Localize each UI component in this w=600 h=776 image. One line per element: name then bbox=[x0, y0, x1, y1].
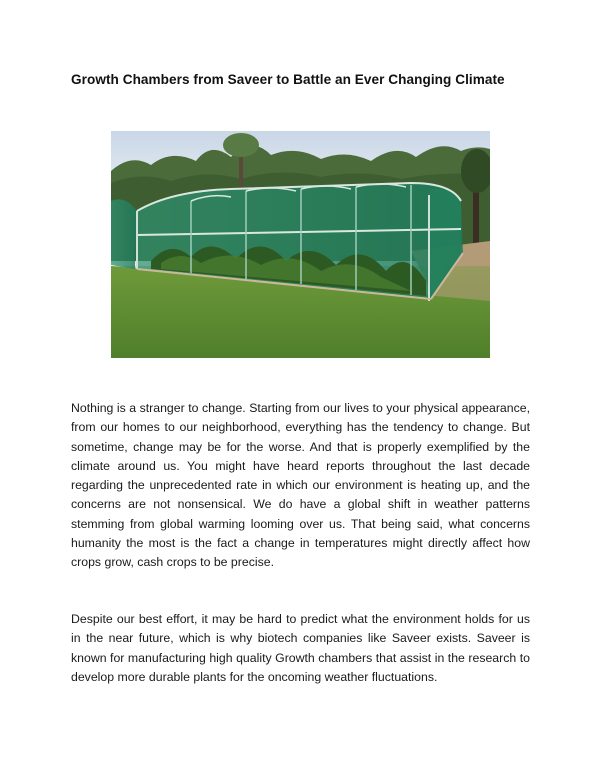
greenhouse-illustration bbox=[111, 131, 490, 358]
paragraph-2: Despite our best effort, it may be hard to predict what the environment holds for us in the near future, which is why biotech companies like Saveer exists. Saveer is known for manufacturing high quality Growth chambers that assist in the research to develop more durable plants for the oncoming weather fluctuations. bbox=[71, 612, 530, 684]
paragraph-1: Nothing is a stranger to change. Starting from our lives to your physical appearance, from our homes to our neighborhood, everything has the tendency to change. But sometime, change may be for the worse. And that is properly exemplified by the climate around us. You might have heard reports throughout the last decade regarding the unprecedented rate in which our environment is heating up, and the concerns are not nonsensical. We do have a global shift in weather patterns stemming from global warming looming over us. That being said, what concerns humanity the most is the fact a change in temperatures might directly affect how crops grow, cash crops to be precise. bbox=[71, 401, 530, 570]
page-title: Growth Chambers from Saveer to Battle an Ever Changing Climate bbox=[71, 72, 505, 87]
greenhouse-photo bbox=[111, 131, 490, 358]
